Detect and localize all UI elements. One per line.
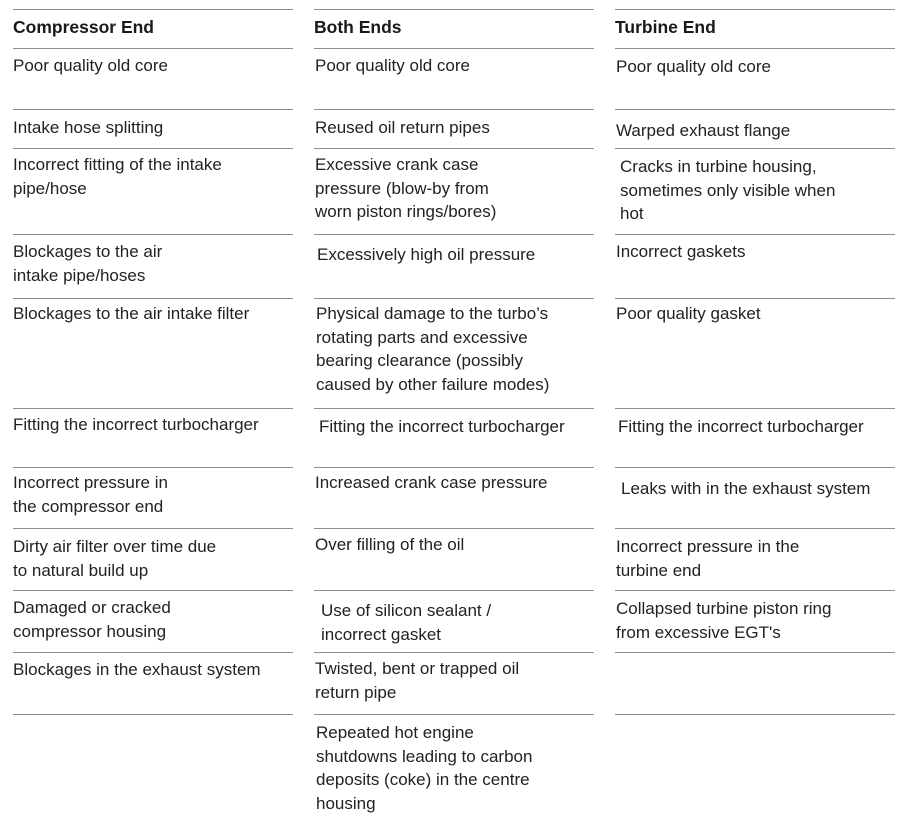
cell-text-line: Damaged or cracked [13,598,171,617]
table-cell [13,413,259,437]
cell-text-line: intake pipe/hoses [13,265,146,285]
row-divider [314,148,594,149]
cell-text-line: caused by other failure modes) [316,374,550,394]
cell-text-line: Blockages to the air intake filter [13,304,250,323]
row-divider [13,148,293,149]
cell-text-line: Reused oil return pipes [315,118,490,137]
cell-text-line: worn piston rings/bores) [315,202,497,221]
table-cell [13,302,249,326]
cell-text-line: return pipe [315,682,397,702]
table-cell [616,302,761,326]
table-cell [316,302,549,396]
row-divider [615,467,895,468]
row-divider [615,652,895,653]
row-divider [13,528,293,529]
row-divider [615,590,895,591]
table-cell [13,658,261,682]
table-cell [620,155,835,226]
cell-text-line: Incorrect pressure in [13,473,168,492]
column-header: Compressor End [13,17,154,37]
cell-text-line: Incorrect pressure in the [616,537,800,556]
cell-text-line: Collapsed turbine piston ring [616,599,832,618]
table-cell [616,55,771,79]
row-divider [314,408,594,409]
cell-text-line: Use of silicon sealant / [321,601,492,620]
row-divider [314,234,594,235]
cell-text-line: Physical damage to the turbo’s [316,304,549,323]
table-cell [315,153,496,224]
row-divider [13,298,293,299]
table-cell [315,533,464,557]
table-cell [616,119,790,143]
cell-text-line: Repeated hot engine [316,723,474,742]
row-divider [13,408,293,409]
cell-text-line: Warped exhaust flange [616,121,791,140]
row-divider [13,714,293,715]
row-divider [615,298,895,299]
cell-text-line: Fitting the incorrect turbocharger [319,417,565,436]
table-cell [13,153,222,200]
table-cell [621,477,870,501]
cell-text-line: Leaks with in the exhaust system [621,479,871,498]
cell-text-line: to natural build up [13,560,149,580]
row-divider [13,9,293,10]
cell-text-line: Twisted, bent or trapped oil [315,659,520,678]
table-cell [319,415,565,439]
cell-text-line: Blockages in the exhaust system [13,660,261,679]
cell-text-line: hot [620,204,644,223]
cell-text-line: Poor quality old core [616,57,771,76]
cell-text-line: Dirty air filter over time due [13,537,217,556]
table-cell [13,535,216,582]
cell-text-line: Fitting the incorrect turbocharger [618,417,864,436]
table-cell [317,243,535,267]
table-cell [315,54,470,78]
table-cell [13,240,162,287]
table-cell [315,657,519,704]
row-divider [314,298,594,299]
table-cell [616,535,799,582]
cell-text-line: Fitting the incorrect turbocharger [13,415,259,434]
table-cell [321,599,491,646]
cell-text-line: rotating parts and excessive [316,327,528,347]
cell-text-line: Over filling of the oil [315,535,465,554]
cell-text-line: turbine end [616,560,702,580]
row-divider [13,590,293,591]
cell-text-line: deposits (coke) in the centre [316,770,530,789]
table-cell [13,471,168,518]
cell-text-line: Excessively high oil pressure [317,245,536,264]
table-cell [13,116,163,140]
cell-text-line: Poor quality old core [13,56,168,75]
cell-text-line: Incorrect fitting of the intake [13,155,222,174]
cell-text-line: Poor quality gasket [616,304,761,323]
cell-text-line: incorrect gasket [321,624,441,644]
row-divider [615,234,895,235]
row-divider [13,652,293,653]
table-cell [616,240,745,264]
row-divider [615,148,895,149]
table-cell [616,597,831,644]
table-cell [618,415,864,439]
row-divider [13,48,293,49]
table-cell [316,721,532,815]
row-divider [615,48,895,49]
row-divider [13,109,293,110]
table-cell [13,54,168,78]
row-divider [314,467,594,468]
row-divider [314,590,594,591]
cell-text-line: Excessive crank case [315,155,479,174]
cell-text-line: Blockages to the air [13,242,163,261]
row-divider [615,9,895,10]
row-divider [13,234,293,235]
cell-text-line: bearing clearance (possibly [316,351,523,370]
cell-text-line: pipe/hose [13,178,87,198]
row-divider [314,9,594,10]
row-divider [615,714,895,715]
cell-text-line: Incorrect gaskets [616,242,746,261]
row-divider [314,109,594,110]
table-cell [315,116,490,140]
cell-text-line: Intake hose splitting [13,118,164,137]
cell-text-line: sometimes only visible when [620,180,836,200]
cell-text-line: the compressor end [13,496,164,516]
row-divider [13,467,293,468]
row-divider [314,652,594,653]
row-divider [314,714,594,715]
table-cell [315,471,547,495]
cell-text-line: shutdowns leading to carbon [316,746,533,766]
column-header: Turbine End [615,17,716,37]
cell-text-line: pressure (blow-by from [315,178,489,198]
cell-text-line: housing [316,793,376,813]
cell-text-line: compressor housing [13,621,167,641]
cell-text-line: Cracks in turbine housing, [620,157,817,176]
cell-text-line: Increased crank case pressure [315,473,548,492]
row-divider [615,408,895,409]
row-divider [314,48,594,49]
column-header: Both Ends [314,17,402,37]
table-cell [13,596,171,643]
row-divider [615,109,895,110]
cell-text-line: from excessive EGT's [616,622,781,642]
cell-text-line: Poor quality old core [315,56,470,75]
row-divider [615,528,895,529]
row-divider [314,528,594,529]
